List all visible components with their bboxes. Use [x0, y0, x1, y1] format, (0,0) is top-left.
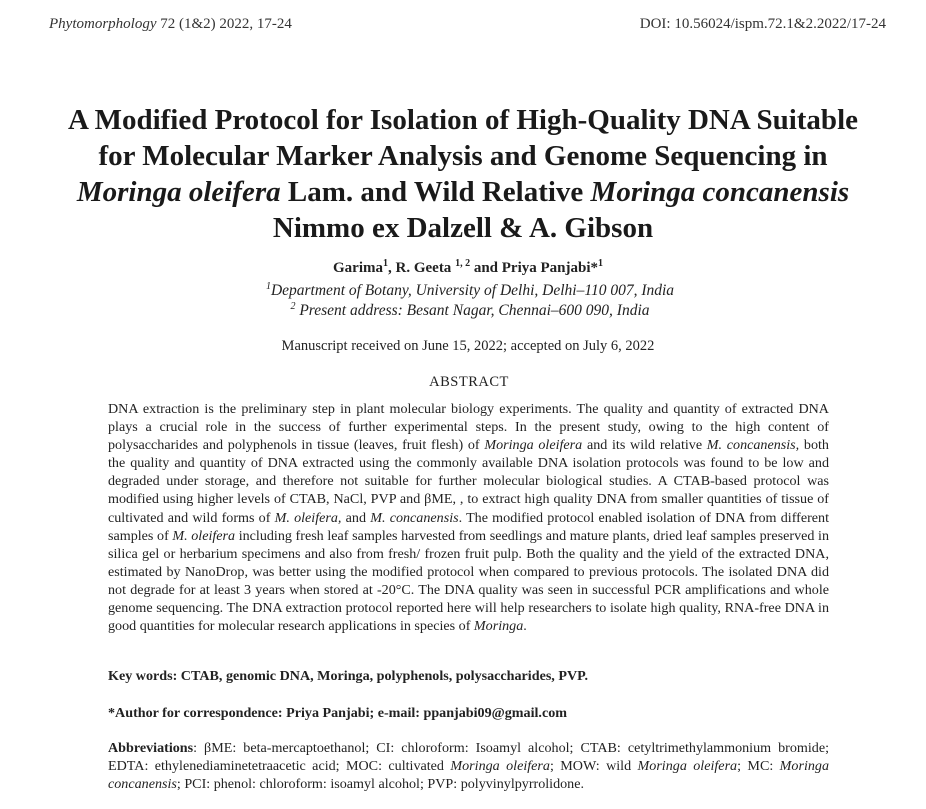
title-line-3: [20, 174, 906, 210]
abbreviations-run: ; PCI: phenol: chloroform: isoamyl alcohol; PVP: polyvinylpyrrolidone.: [176, 776, 585, 793]
affiliation-text: Department of Botany, University of Delhi, Delhi–110 007, India: [270, 282, 675, 300]
abstract-run: and: [341, 509, 371, 526]
abbreviations-label: Abbreviations: [108, 740, 194, 756]
affiliation-mark: 2: [290, 301, 296, 312]
abstract-run: and its wild relative: [582, 437, 707, 454]
keywords: Key words: CTAB, genomic DNA, Moringa, polyphenols, polysaccharides, PVP.: [108, 668, 588, 684]
title-line-1: A Modified Protocol for Isolation of High-Quality DNA Suitable: [67, 104, 858, 136]
correspondence: *Author for correspondence: Priya Panjabi; e-mail: ppanjabi09@gmail.com: [108, 705, 567, 721]
title-species-2: Moringa concanensis: [590, 176, 850, 208]
author-name: Priya Panjabi*: [501, 260, 598, 276]
affiliation-2: [0, 301, 926, 320]
title-species-1: Moringa oleifera: [76, 176, 281, 208]
manuscript-dates: Manuscript received on June 15, 2022; accepted on July 6, 2022: [281, 338, 655, 354]
author-affiliation-mark: 1, 2: [455, 258, 471, 269]
journal-name: Phytomorphology: [49, 16, 157, 32]
author-list: [0, 258, 926, 277]
species-name: Moringa oleifera: [637, 758, 738, 775]
abstract-text: [108, 400, 829, 635]
abstract-run: .: [523, 618, 527, 635]
journal-citation: [49, 16, 292, 33]
abstract-run: DNA extraction is the preliminary step in plant molecular biology experiments. The quality and quantity of extracted DNA plays a crucial role in the success of further experimental steps. In the present study, owing to the high content of polysaccharides and polyphenols in tissue (leaves, fruit flesh) of: [108, 401, 829, 454]
affiliation-text: Present address: Besant Nagar, Chennai–600 090, India: [295, 302, 650, 320]
abstract-heading: ABSTRACT: [429, 374, 509, 390]
abstract-run: including fresh leaf samples harvested from seedlings and mature plants, dried leaf samples preserved in silica gel or herbarium specimens and also from fresh/ frozen fruit pulp. Both the quality and the yield of the extracted DNA, estimated by NanoDrop, was better using the modified protocol when compared to previous protocols. The isolated DNA did not degrade for at least 3 years when stored at -20°C. The DNA quality was seen in successful PCR amplifications and whole genome sequencing. The DNA extraction protocol reported here will help researchers to isolate high quality, RNA-free DNA in good quantities for molecular research applications in species of: [108, 527, 829, 635]
species-name: M. concanensis,: [706, 437, 800, 454]
author-separator: ,: [388, 260, 396, 276]
abbreviations-run: ; MOW: wild: [549, 758, 638, 775]
abstract-run: both the quality and quantity of DNA extracted using the commonly available DNA isolation protocols was found to be low and degraded under storage, and therefore not suitable for further molecular biological studies. A CTAB-based protocol was modified using higher levels of CTAB, NaCl, PVP and βME, , to extract high quality DNA from smaller quantities of tissue of cultivated and wild forms of: [108, 437, 829, 526]
title-line-4: Nimmo ex Dalzell & A. Gibson: [272, 212, 654, 244]
abstract-run: . The modified protocol enabled isolation of DNA from different samples of: [108, 509, 829, 544]
author-separator: and: [470, 260, 502, 276]
affiliation-mark: 1: [265, 281, 271, 292]
author-affiliation-mark: 1: [383, 258, 388, 269]
doi: DOI: 10.56024/ispm.72.1&2.2022/17-24: [639, 16, 886, 32]
title-line-3-text: Lam. and Wild Relative: [280, 176, 591, 208]
species-name: Moringa: [473, 618, 524, 635]
species-name: Moringa concanensis: [108, 758, 829, 793]
author-name: R. Geeta: [395, 260, 456, 276]
abbreviations-run: ; MC:: [737, 758, 780, 775]
species-name: Moringa oleifera: [484, 437, 583, 454]
species-name: M. oleifera,: [274, 509, 342, 526]
species-name: M. concanensis: [370, 509, 459, 526]
author-affiliation-mark: 1: [598, 258, 603, 269]
journal-volume-pages: 72 (1&2) 2022, 17-24: [156, 16, 292, 32]
author-name: Garima: [333, 260, 383, 276]
article-title: [20, 102, 906, 246]
title-line-2: for Molecular Marker Analysis and Genome Sequencing in: [98, 140, 828, 172]
affiliation-1: [0, 281, 926, 300]
abbreviations: [108, 739, 829, 793]
abbreviations-run: : βME: beta-mercaptoethanol; CI: chloroform: Isoamyl alcohol; CTAB: cetyltrimethylammonium bromide; EDTA: ethylenediaminetetraacetic acid; MOC: cultivated: [108, 740, 829, 775]
species-name: Moringa oleifera: [450, 758, 550, 775]
species-name: M. oleifera: [172, 527, 236, 544]
